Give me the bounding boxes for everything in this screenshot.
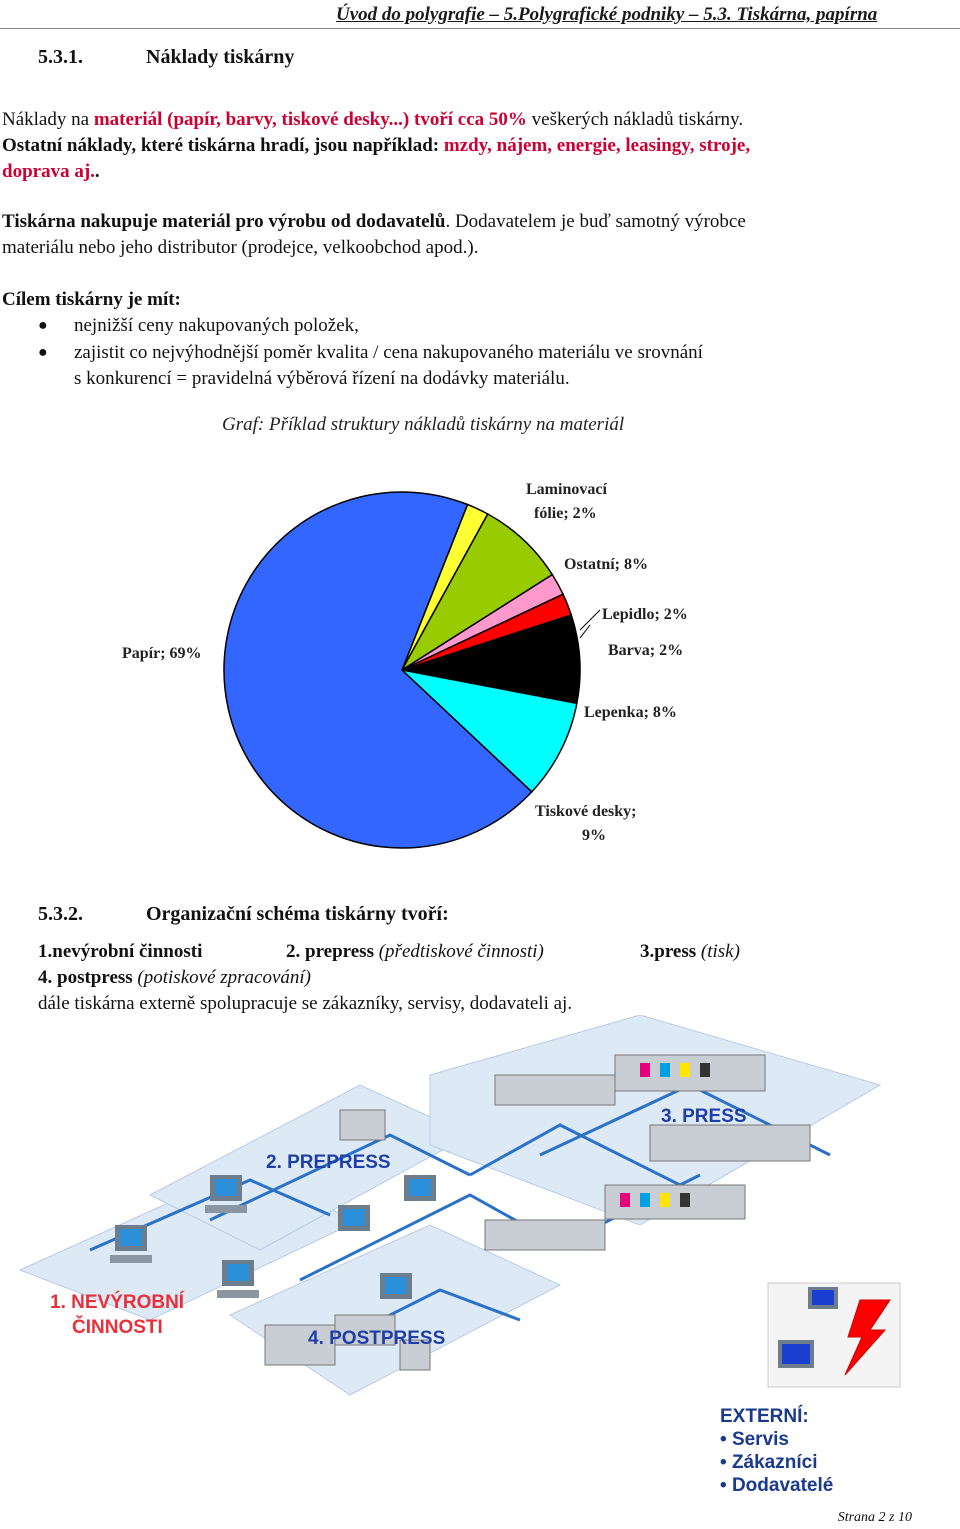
header-breadcrumb: Úvod do polygrafie – 5.Polygrafické podniky – 5.3. Tiskárna, papírna: [336, 4, 878, 25]
label-barva: Barva; 2%: [608, 642, 684, 659]
list-item: nejnižší ceny nakupovaných položek,: [74, 315, 359, 336]
externi-item: • Zákazníci: [720, 1452, 818, 1473]
externi-block: [720, 1405, 833, 1497]
header-divider: [0, 28, 960, 29]
section-number: 5.3.1.: [38, 46, 83, 68]
chart-title: Graf: Příklad struktury nákladů tiskárny na materiál: [222, 414, 625, 435]
label-lepenka: Lepenka; 8%: [584, 704, 677, 721]
section-title: Náklady tiskárny: [146, 46, 295, 68]
goals-heading: Cílem tiskárny je mít:: [2, 289, 181, 310]
externi-item: • Servis: [720, 1429, 789, 1450]
label-laminovaci-value: fólie; 2%: [534, 505, 597, 522]
computer-icon: [404, 1175, 436, 1201]
label-prepress: 2. PREPRESS: [266, 1152, 391, 1173]
bullet-icon: ●: [38, 317, 48, 334]
label-postpress: 4. POSTPRESS: [308, 1328, 446, 1349]
label-ostatni: Ostatní; 8%: [564, 556, 648, 573]
computer-icon: [205, 1175, 247, 1213]
list-item: zajistit co nejvýhodnější poměr kvalita / cena nakupovaného materiálu ve srovnání: [74, 342, 703, 363]
bullet-icon: ●: [38, 344, 48, 361]
label-tiskove-desky: Tiskové desky;: [535, 803, 637, 820]
label-papir: Papír; 69%: [122, 645, 202, 662]
label-press: 3. PRESS: [661, 1106, 747, 1127]
paragraph-suppliers: Tiskárna nakupuje materiál pro výrobu od dodavatelů. Dodavatelem je buď samotný výrobce materiálu nebo jeho distributor (prodejce, velkoobchod apod.).: [2, 211, 746, 258]
leader-line: [580, 625, 590, 638]
externi-item: • Dodavatelé: [720, 1475, 834, 1496]
leader-line: [580, 610, 600, 630]
label-nevyrobni: 1. NEVÝROBNÍ: [50, 1292, 185, 1313]
page-number: Strana 2 z 10: [837, 1510, 912, 1525]
list-item: s konkurencí = pravidelná výběrová řízení na dodávky materiálu.: [74, 368, 570, 389]
imagesetter-icon: [340, 1110, 385, 1140]
paragraph-costs: Náklady na materiál (papír, barvy, tiskové desky...) tvoří cca 50% veškerých nákladů tiskárny. Ostatní náklady, které tiskárna hradí, jsou například: mzdy, nájem, energie, leasingy, stroje, doprava aj..: [2, 109, 751, 182]
label-lepidlo: Lepidlo; 2%: [602, 606, 688, 623]
label-nevyrobni-2: ČINNOSTI: [72, 1317, 163, 1338]
label-tiskove-desky-value: 9%: [582, 827, 606, 844]
goals-list: [0, 313, 960, 393]
section-title: Organizační schéma tiskárny tvoří:: [146, 903, 449, 925]
computer-icon: [380, 1273, 412, 1299]
label-laminovaci: Laminovací: [526, 481, 607, 498]
computer-icon: [217, 1260, 259, 1298]
computer-icon: [338, 1205, 370, 1231]
org-schema-text: 1.nevýrobní činnosti 2. prepress (předtiskové činnosti) 3.press (tisk) 4. postpress (potiskové zpracování) dále tiskárna externě spolupracuje se zákazníky, servisy, dodavateli aj.: [38, 941, 740, 1014]
externi-title: EXTERNÍ:: [720, 1406, 809, 1427]
computer-icon: [110, 1225, 152, 1263]
section-number: 5.3.2.: [38, 903, 83, 925]
